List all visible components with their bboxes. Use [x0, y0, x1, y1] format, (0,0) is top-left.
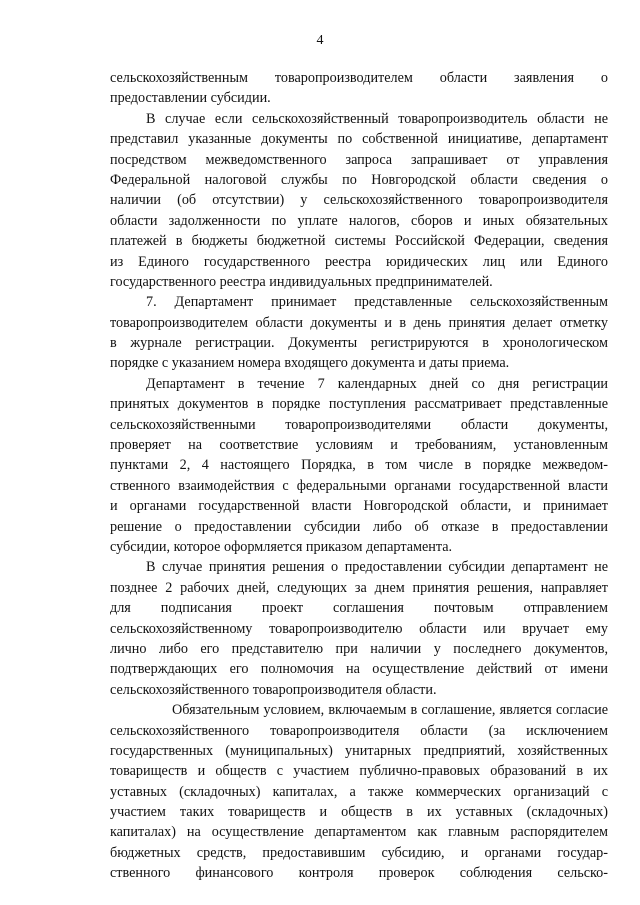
text-line: области задолженности по уплате налогов, сборов и иных обязательных	[110, 212, 608, 229]
text-line: участием таких товариществ и обществ в их уставных (складочных)	[110, 804, 608, 821]
text-line: сельскохозяйственными товаропроизводителями области документы,	[110, 416, 608, 433]
text-line: проверяет на соответствие условиям и требованиям, установленным	[110, 437, 608, 454]
text-line: платежей в бюджеты бюджетной системы Российской Федерации, сведения	[110, 233, 608, 250]
text-line: и органами государственной власти Новгородской области, и принимает	[110, 498, 608, 515]
text-line: сельскохозяйственным товаропроизводителем области заявления о	[110, 70, 608, 86]
text-line: в журнале регистрации. Документы регистрируются в хронологическом	[110, 335, 608, 352]
text-line: лично либо его представителю при наличии у последнего документов,	[110, 640, 608, 657]
text-line: пунктами 2, 4 настоящего Порядка, в том числе в порядке межведом-	[110, 457, 608, 474]
text-line: субсидии, которое оформляется приказом департамента.	[110, 538, 453, 555]
text-line: посредством межведомственного запроса запрашивает от управления	[110, 151, 608, 168]
text-line: подтверждающих его полномочия на осуществление действий от имени	[110, 661, 608, 678]
document-body	[110, 68, 608, 884]
text-line: сельскохозяйственного товаропроизводителя области (за исключением	[110, 722, 608, 739]
text-line: государственных (муниципальных) унитарных предприятий, хозяйственных	[110, 742, 608, 759]
text-line: сельскохозяйственного товаропроизводителя области.	[110, 681, 437, 698]
text-line: государственного реестра индивидуальных предпринимателей.	[110, 273, 493, 290]
text-line: В случае принятия решения о предоставлении субсидии департамент не	[146, 559, 608, 576]
text-line: из Единого государственного реестра юридических лиц или Единого	[110, 253, 608, 270]
page-number: 4	[316, 33, 324, 48]
text-line: уставных (складочных) капиталах, а также коммерческих организаций с	[110, 783, 608, 800]
text-line: наличии (об отсутствии) у сельскохозяйственного товаропроизводителя	[110, 192, 608, 209]
text-line: принятых документов в порядке поступления рассматривает представленные	[110, 396, 608, 413]
text-line: ственного взаимодействия с федеральными органами государственной власти	[110, 477, 608, 494]
text-line: предоставлении субсидии.	[110, 90, 271, 107]
text-line: бюджетных средств, предоставившим субсидию, и органами государ-	[110, 844, 608, 861]
text-line: капиталах) на осуществление департаментом как главным распорядителем	[110, 824, 608, 841]
text-line: решение о предоставлении субсидии либо об отказе в предоставлении	[110, 518, 608, 535]
text-line: представил указанные документы по собственной инициативе, департамент	[110, 131, 608, 148]
text-line: позднее 2 рабочих дней, следующих за днем принятия решения, направляет	[110, 579, 608, 596]
text-line: товариществ и обществ с участием публично-правовых образований в их	[110, 763, 608, 780]
text-line: ственного финансового контроля проверок соблюдения сельско-	[110, 865, 608, 882]
text-line: Департамент в течение 7 календарных дней со дня регистрации	[146, 375, 608, 392]
text-line: товаропроизводителем области документы и в день принятия делает отметку	[110, 314, 608, 331]
text-line: Федеральной налоговой службы по Новгородской области сведения о	[110, 171, 608, 188]
text-line: Обязательным условием, включаемым в соглашение, является согласие	[172, 702, 608, 719]
text-line: порядке с указанием номера входящего документа и даты приема.	[110, 355, 510, 372]
text-line: 7. Департамент принимает представленные сельскохозяйственным	[146, 294, 608, 311]
text-line: В случае если сельскохозяйственный товаропроизводитель области не	[146, 110, 608, 127]
text-line: сельскохозяйственному товаропроизводителю области или вручает ему	[110, 620, 608, 637]
text-line: для подписания проект соглашения почтовым отправлением	[110, 600, 608, 617]
